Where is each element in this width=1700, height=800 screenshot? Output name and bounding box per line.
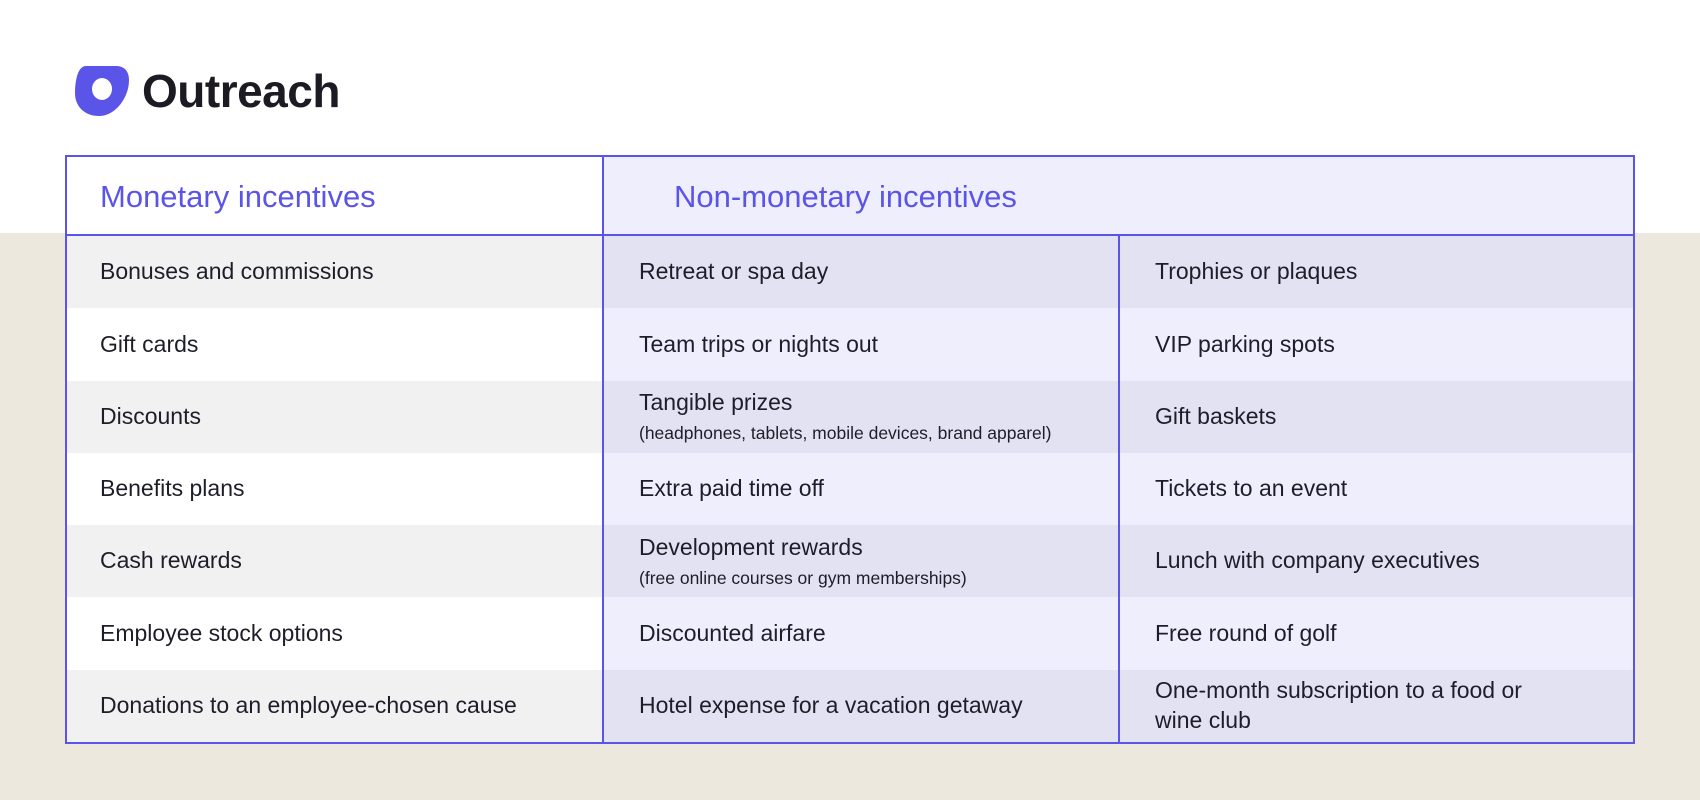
header-non-monetary-title: Non-monetary incentives bbox=[674, 179, 1017, 214]
cell-note: (free online courses or gym memberships) bbox=[639, 567, 967, 588]
brand-name: Outreach bbox=[142, 65, 340, 117]
non-monetary-cell: Discounted airfare bbox=[604, 597, 1118, 669]
header-monetary-title: Monetary incentives bbox=[100, 179, 376, 214]
non-monetary-cell: Lunch with company executives bbox=[1120, 525, 1633, 597]
table-row bbox=[67, 525, 1633, 597]
table-row bbox=[67, 381, 1633, 453]
non-monetary-cell: Tickets to an event bbox=[1120, 453, 1633, 525]
non-monetary-cell: Retreat or spa day bbox=[604, 236, 1118, 308]
incentives-table bbox=[65, 155, 1635, 744]
column-divider bbox=[602, 157, 604, 742]
non-monetary-cell: One-month subscription to a food or wine club bbox=[1120, 670, 1633, 742]
header-divider bbox=[67, 234, 1633, 236]
monetary-cell: Gift cards bbox=[67, 308, 602, 380]
table-body bbox=[67, 236, 1633, 742]
table-row bbox=[67, 308, 1633, 380]
monetary-cell: Employee stock options bbox=[67, 597, 602, 669]
non-monetary-cell: VIP parking spots bbox=[1120, 308, 1633, 380]
header-monetary bbox=[67, 157, 602, 234]
table-row bbox=[67, 597, 1633, 669]
monetary-cell: Donations to an employee-chosen cause bbox=[67, 670, 602, 742]
monetary-cell: Benefits plans bbox=[67, 453, 602, 525]
outreach-logo bbox=[74, 62, 340, 120]
non-monetary-cell: Team trips or nights out bbox=[604, 308, 1118, 380]
monetary-cell: Bonuses and commissions bbox=[67, 236, 602, 308]
non-monetary-cell: Gift baskets bbox=[1120, 381, 1633, 453]
table-row bbox=[67, 236, 1633, 308]
column-divider bbox=[1118, 236, 1120, 742]
non-monetary-cell: Tangible prizes (headphones, tablets, mobile devices, brand apparel) bbox=[604, 381, 1118, 453]
non-monetary-cell: Hotel expense for a vacation getaway bbox=[604, 670, 1118, 742]
monetary-cell: Discounts bbox=[67, 381, 602, 453]
header-non-monetary bbox=[604, 157, 1633, 234]
non-monetary-cell: Extra paid time off bbox=[604, 453, 1118, 525]
non-monetary-cell: Free round of golf bbox=[1120, 597, 1633, 669]
table-row bbox=[67, 670, 1633, 742]
table-row bbox=[67, 453, 1633, 525]
cell-note: (headphones, tablets, mobile devices, brand apparel) bbox=[639, 423, 1052, 444]
monetary-cell: Cash rewards bbox=[67, 525, 602, 597]
non-monetary-cell: Trophies or plaques bbox=[1120, 236, 1633, 308]
non-monetary-cell: Development rewards (free online courses or gym memberships) bbox=[604, 525, 1118, 597]
outreach-logo-icon bbox=[74, 64, 130, 118]
